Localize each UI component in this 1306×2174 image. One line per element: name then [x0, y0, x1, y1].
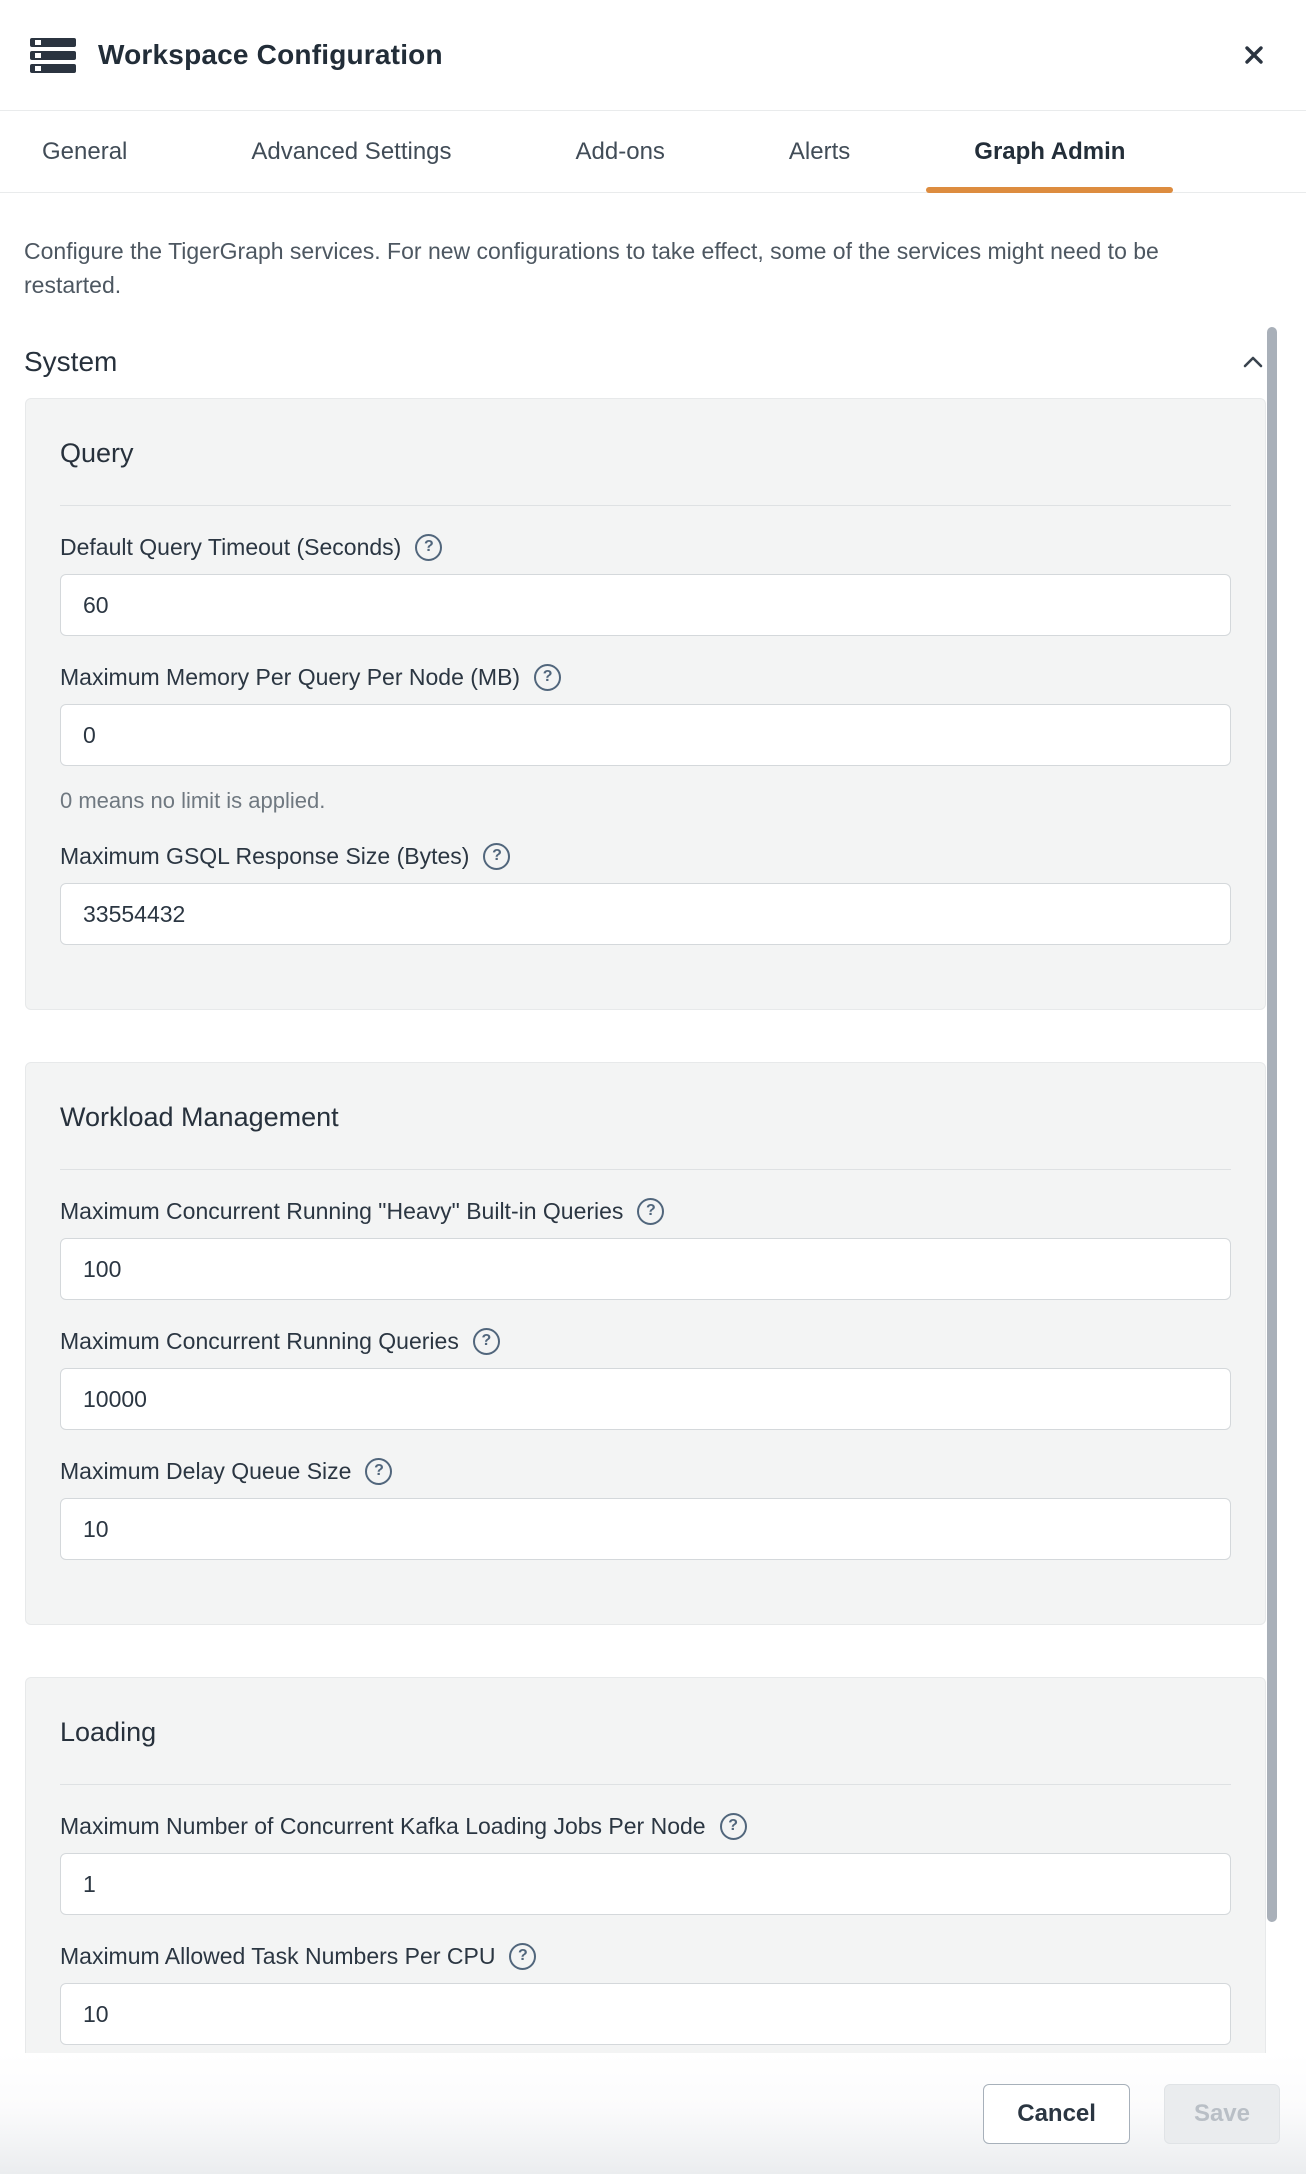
divider [60, 1169, 1231, 1170]
tab-bar [0, 110, 1306, 193]
field-input[interactable] [60, 704, 1231, 766]
chevron-up-icon[interactable] [1241, 354, 1265, 370]
stack-bar [30, 38, 76, 47]
field-label: Maximum Concurrent Running "Heavy" Built-in Queries [60, 1197, 624, 1224]
tab-graph-admin[interactable]: Graph Admin [974, 111, 1125, 192]
card-title: Query [60, 438, 134, 468]
field-max-kafka-loading-jobs [60, 1811, 1231, 1915]
field-input[interactable] [60, 1853, 1231, 1915]
field-max-concurrent-heavy-queries [60, 1196, 1231, 1300]
help-icon[interactable] [483, 843, 510, 870]
field-input[interactable] [60, 883, 1231, 945]
dialog-title: Workspace Configuration [98, 39, 443, 70]
close-icon [1240, 41, 1268, 69]
help-icon[interactable] [509, 1943, 536, 1970]
field-max-task-numbers-per-cpu [60, 1941, 1231, 2045]
field-label: Maximum Memory Per Query Per Node (MB) [60, 663, 521, 690]
card-workload-management [25, 1062, 1266, 1625]
field-input[interactable] [60, 1498, 1231, 1560]
dialog-footer [0, 2053, 1306, 2174]
field-max-gsql-response-size [60, 841, 1231, 945]
scrollbar-thumb[interactable] [1267, 327, 1277, 1922]
dialog-header [0, 0, 1306, 110]
stack-bar [30, 64, 76, 73]
scroll-area [0, 193, 1306, 2174]
workspace-stack-icon [30, 38, 76, 73]
description-text: Configure the TigerGraph services. For new configurations to take effect, some of the services might need to be restarted. [24, 238, 1159, 298]
help-icon[interactable] [415, 534, 442, 561]
field-label: Maximum GSQL Response Size (Bytes) [60, 842, 470, 869]
field-input[interactable] [60, 1238, 1231, 1300]
tab-add-ons[interactable]: Add-ons [576, 111, 665, 192]
tab-advanced-settings[interactable]: Advanced Settings [251, 111, 451, 192]
section-header-system[interactable] [24, 346, 1265, 378]
help-icon[interactable] [534, 664, 561, 691]
field-max-concurrent-queries [60, 1326, 1231, 1430]
stack-bar [30, 51, 76, 60]
field-input[interactable] [60, 574, 1231, 636]
divider [60, 1784, 1231, 1785]
cancel-button[interactable]: Cancel [983, 2084, 1130, 2144]
help-icon[interactable] [637, 1198, 664, 1225]
card-loading [25, 1677, 1266, 2110]
field-max-delay-queue-size [60, 1456, 1231, 1560]
card-query [25, 398, 1266, 1010]
help-icon[interactable] [473, 1328, 500, 1355]
field-max-memory-per-query [60, 662, 1231, 815]
card-title: Loading [60, 1717, 157, 1747]
save-button[interactable]: Save [1164, 2084, 1280, 2144]
close-button[interactable] [1236, 37, 1272, 73]
field-label: Default Query Timeout (Seconds) [60, 533, 402, 560]
field-label: Maximum Delay Queue Size [60, 1457, 352, 1484]
tab-alerts[interactable]: Alerts [789, 111, 850, 192]
field-label: Maximum Allowed Task Numbers Per CPU [60, 1942, 496, 1969]
tab-general[interactable]: General [42, 111, 127, 192]
card-title: Workload Management [60, 1102, 339, 1132]
section-title: System [24, 346, 118, 377]
field-input[interactable] [60, 1983, 1231, 2045]
field-default-query-timeout [60, 532, 1231, 636]
field-label: Maximum Concurrent Running Queries [60, 1327, 459, 1354]
help-icon[interactable] [365, 1458, 392, 1485]
field-helper-text: 0 means no limit is applied. [60, 788, 326, 813]
field-label: Maximum Number of Concurrent Kafka Loading Jobs Per Node [60, 1812, 706, 1839]
field-input[interactable] [60, 1368, 1231, 1430]
divider [60, 505, 1231, 506]
help-icon[interactable] [720, 1813, 747, 1840]
